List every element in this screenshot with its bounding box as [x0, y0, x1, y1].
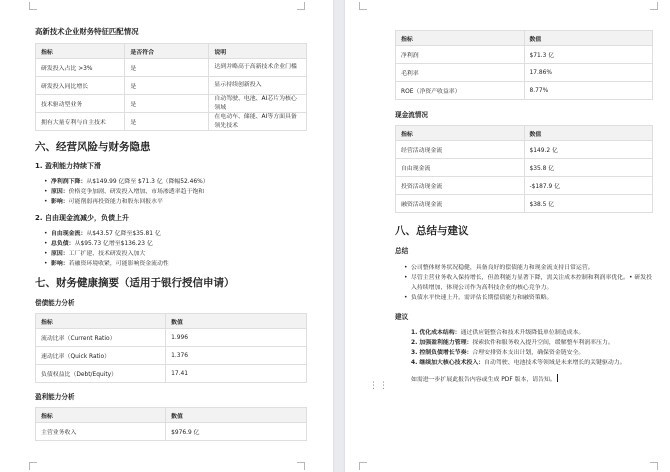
subsection-heading: 总结 [395, 247, 409, 255]
table-row [396, 177, 653, 195]
table-cell: ROE（净资产收益率） [396, 82, 525, 100]
table-row [36, 113, 307, 131]
list-item [51, 239, 307, 249]
list-item-label: 加强盈利能力管理： [419, 340, 473, 346]
page-corner-mark [650, 462, 658, 470]
summary-list [395, 263, 653, 303]
table-cell: 技术驱动型业务 [36, 95, 125, 113]
list-item-label: 优化成本结构： [419, 330, 461, 336]
table-row [36, 59, 307, 77]
list-item [51, 259, 307, 269]
advice-list [395, 328, 653, 368]
cashflow-table [395, 125, 653, 213]
table-cell: $149.2 亿 [524, 141, 653, 159]
table-header-cell: 数值 [524, 126, 653, 141]
list-item-label: 继续加大核心技术投入： [419, 360, 485, 366]
text-cursor [557, 374, 558, 382]
closing-paragraph[interactable] [395, 374, 653, 385]
list-item [51, 197, 307, 207]
table-cell: 主营业务收入 [36, 423, 166, 441]
table-cell: 研发投入同比增长 [36, 77, 125, 95]
list-item-text: 合理安排资本支出计划，确保资金链安全。 [472, 350, 585, 356]
subsection-heading: 偿债能力分析 [35, 299, 75, 307]
table-cell: 是 [125, 113, 209, 131]
table-row [36, 329, 307, 347]
list-item-text: 从$43.57 亿降至$35.81 亿 [86, 231, 161, 237]
table-row [36, 365, 307, 383]
page-corner-mark [297, 2, 305, 10]
bullet-list [35, 177, 307, 207]
page-corner-mark [29, 2, 37, 10]
list-item-text: 从$149.99 亿降至 $71.3 亿（降幅52.46%） [86, 179, 209, 185]
list-item-label: 原因： [51, 189, 69, 195]
list-item [411, 358, 653, 368]
list-item-text: 若融资环境收紧，可能影响资金流动性 [68, 261, 169, 267]
table-row [396, 195, 653, 213]
section-heading: 六、经营风险与财务隐患 [35, 141, 151, 153]
list-item [51, 177, 307, 187]
table-cell: 经营活动现金流 [396, 141, 525, 159]
table-row [396, 141, 653, 159]
table-cell: 速动比率（Quick Ratio） [36, 347, 166, 365]
table-header-row [36, 314, 307, 329]
table-cell: 流动比率（Current Ratio） [36, 329, 166, 347]
right-page-content [395, 30, 653, 385]
table-cell: 是 [125, 77, 209, 95]
subsection-heading: 建议 [395, 313, 409, 321]
table-header-row [36, 44, 307, 59]
table-header-cell: 是否符合 [125, 44, 209, 59]
table-cell: 研发投入占比 >3% [36, 59, 125, 77]
subsection-heading: 现金流情况 [395, 111, 428, 119]
list-item-text: 通过供应链整合和技术升级降低单位制造成本。 [460, 330, 585, 336]
table-cell: 17.86% [524, 64, 653, 82]
table-cell: $71.3 亿 [524, 46, 653, 64]
list-item: • 负债水平快速上升，需评估长期偿债能力和融资策略。 [411, 293, 653, 303]
table-row [36, 77, 307, 95]
table-header-row [396, 31, 653, 46]
list-item [411, 348, 653, 358]
list-item-text: 价格竞争加剧、研发投入增加、市场渗透率趋于饱和 [68, 189, 205, 195]
section-heading: 八、总结与建议 [395, 225, 469, 237]
list-item-text: 从$95.73 亿增至$136.23 亿 [74, 241, 153, 247]
document-page-left [0, 0, 333, 472]
list-item-label: 影响： [51, 199, 69, 205]
list-item [411, 328, 653, 338]
table-cell: 融资活动现金流 [396, 195, 525, 213]
page-corner-mark [650, 2, 658, 10]
list-item-label: 原因： [51, 251, 69, 257]
table-header-cell: 数值 [524, 31, 653, 46]
list-item-label: 控制负债增长节奏： [419, 350, 473, 356]
table-cell: $976.9 亿 [166, 423, 307, 441]
table-cell-text: 在电动车、储能、AI等方面具备领先技术 [214, 114, 297, 129]
table-cell: 拥有大量专利与自主技术 [36, 113, 125, 131]
page-corner-mark [359, 2, 367, 10]
table-title: 高新技术企业财务特征匹配情况 [35, 27, 139, 36]
table-header-row [36, 408, 307, 423]
table-header-cell: 数值 [166, 408, 307, 423]
list-item: • 公司整体财务状况稳健，具备良好的偿债能力和现金流支持日常运营。 [411, 263, 653, 273]
table-cell-text: 达到并略高于高新技术企业门槛 [214, 64, 297, 70]
drag-handle-icon[interactable]: ⋮⋮ [369, 381, 389, 391]
table-cell: 是 [125, 95, 209, 113]
table-row [36, 347, 307, 365]
table-header-row [396, 126, 653, 141]
list-item [51, 229, 307, 239]
table-cell: 17.41 [166, 365, 307, 383]
table-header-cell: 指标 [396, 31, 525, 46]
page-corner-mark [29, 462, 37, 470]
subsection-heading: 2. 自由现金流减少，负债上升 [35, 214, 129, 222]
list-number: 2. [411, 340, 418, 346]
table-header-cell: 说明 [209, 44, 307, 59]
table-cell: $35.8 亿 [524, 159, 653, 177]
table-row [396, 82, 653, 100]
list-item-label: 净利润下降： [51, 179, 87, 185]
list-item: • 尽管主营业务收入保持增长，但盈利能力显著下降，需关注成本控制和利润率优化。• 研发投入持续增加，体现公司作为高科技企业的核心竞争力。 [411, 273, 653, 293]
table-cell [209, 59, 307, 77]
profit-metrics-table [395, 30, 653, 100]
profitability-table [35, 407, 307, 441]
list-item [411, 338, 653, 348]
table-cell: -$187.9 亿 [524, 177, 653, 195]
left-page-content [35, 26, 307, 441]
list-item-label: 自由现金流： [51, 231, 87, 237]
list-item-text: 可能削弱再投资能力和股东回报水平 [68, 199, 163, 205]
page-corner-mark [297, 462, 305, 470]
table-cell: 负债权益比（Debt/Equity） [36, 365, 166, 383]
table-cell: 毛利率 [396, 64, 525, 82]
list-item [51, 187, 307, 197]
table-cell: $38.5 亿 [524, 195, 653, 213]
solvency-table [35, 313, 307, 383]
table-cell [209, 77, 307, 95]
list-number: 4. [411, 360, 418, 366]
table-cell: 1.376 [166, 347, 307, 365]
subsection-heading: 1. 盈利能力持续下滑 [35, 162, 101, 170]
page-corner-mark [359, 462, 367, 470]
closing-text: 如需进一步扩展此报告内容或生成 PDF 版本，请告知。 [411, 377, 556, 383]
list-number: 3. [411, 350, 418, 356]
document-page-right [345, 0, 670, 472]
table-header-cell: 指标 [36, 408, 166, 423]
table-row [396, 46, 653, 64]
table-cell: 净利润 [396, 46, 525, 64]
section-heading: 七、财务健康摘要（适用于银行授信申请） [35, 277, 235, 289]
table-row [396, 159, 653, 177]
table-cell: 8.77% [524, 82, 653, 100]
table-row [36, 423, 307, 441]
table-cell: 投资活动现金流 [396, 177, 525, 195]
table-header-cell: 数值 [166, 314, 307, 329]
list-item-label: 影响： [51, 261, 69, 267]
table-header-cell: 指标 [396, 126, 525, 141]
table-header-cell: 指标 [36, 44, 125, 59]
table-cell [209, 95, 307, 113]
table-cell: 1.996 [166, 329, 307, 347]
list-item-label: 总负债： [51, 241, 75, 247]
table-cell-text: 自动驾驶、电池、AI芯片为核心领域 [214, 96, 297, 111]
list-item-text: 工厂扩建、技术研发投入加大 [68, 251, 146, 257]
bullet-list [35, 229, 307, 269]
table-row [396, 64, 653, 82]
table-cell [209, 113, 307, 131]
table-cell-text: 显示持续创新投入 [214, 82, 262, 88]
table-cell: 是 [125, 59, 209, 77]
list-item-text: 探索软件和服务收入提升空间，缓解整车利润率压力。 [472, 340, 614, 346]
list-item [51, 249, 307, 259]
table-cell: 自由现金流 [396, 159, 525, 177]
subsection-heading: 盈利能力分析 [35, 393, 75, 401]
table-row [36, 95, 307, 113]
hightech-criteria-table [35, 43, 307, 131]
list-item-text: 自动驾驶、电池技术等领域是未来增长的关键驱动力。 [484, 360, 626, 366]
list-number: 1. [411, 330, 418, 336]
table-header-cell: 指标 [36, 314, 166, 329]
